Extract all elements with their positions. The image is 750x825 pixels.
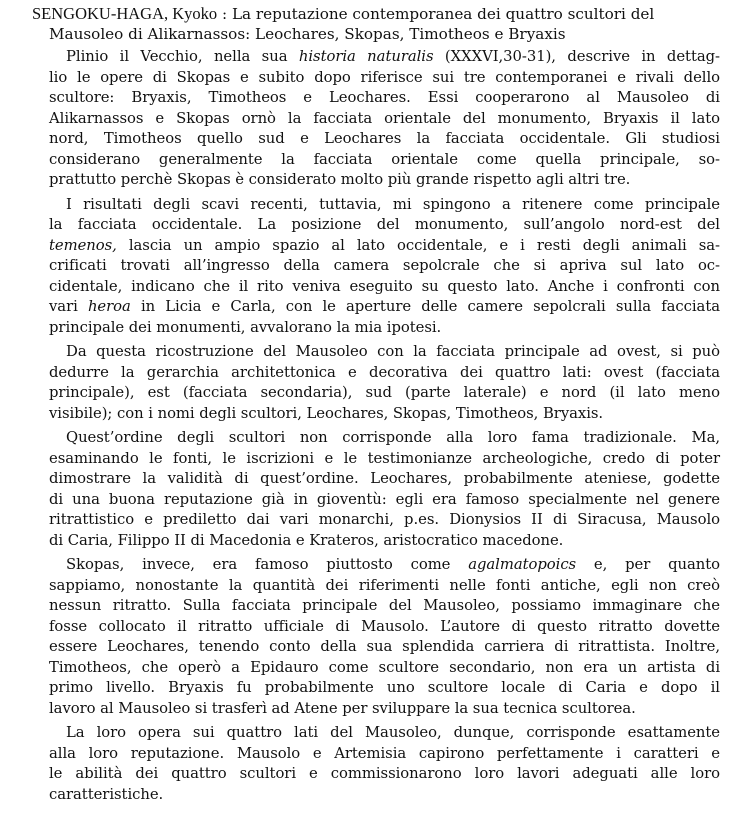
text-line bbox=[66, 47, 720, 68]
text-line bbox=[49, 88, 720, 109]
paragraph bbox=[32, 555, 720, 719]
header-line-1 bbox=[32, 4, 720, 24]
text-line bbox=[49, 699, 720, 720]
text-run: prattutto perchè Skopas è considerato molto più grande rispetto agli altri tre. bbox=[49, 171, 631, 188]
text-run: crificati trovati all’ingresso della camera sepolcrale che si apriva sul lato oc- bbox=[49, 257, 720, 274]
text-run: principale dei monumenti, avvalorano la mia ipotesi. bbox=[49, 318, 442, 336]
text-line bbox=[49, 363, 720, 384]
text-line bbox=[49, 170, 720, 191]
text-run: di Caria, Filippo II di Macedonia e Krateros, aristocratico macedone. bbox=[49, 531, 564, 549]
text-run: principale), est (facciata secondaria), sud (parte laterale) e nord (il lato meno bbox=[49, 384, 720, 401]
article-title-part-2: Mausoleo di Alikarnassos: Leochares, Skopas, Timotheos e Bryaxis bbox=[49, 25, 566, 43]
text-run: nessun ritratto. Sulla facciata principale del Mausoleo, possiamo immaginare che bbox=[49, 597, 720, 614]
text-run: lascia un ampio spazio al lato occidentale, e i resti degli animali sa- bbox=[116, 236, 720, 254]
italic-term: heroa bbox=[87, 298, 131, 315]
article-title-part-1: La reputazione contemporanea dei quattro scultori del bbox=[231, 5, 655, 23]
text-line bbox=[66, 195, 720, 216]
text-run: essere Leochares, tenendo conto della sua splendida carriera di ritrattista. Inoltre, bbox=[49, 638, 720, 655]
paragraph bbox=[32, 47, 720, 191]
paragraph bbox=[32, 195, 720, 339]
text-run: primo livello. Bryaxis fu probabilmente uno scultore locale di Caria e dopo il bbox=[49, 679, 720, 696]
author-name: SENGOKU-HAGA, Kyoko bbox=[32, 4, 218, 23]
text-run: Skopas, invece, era famoso piuttosto come bbox=[66, 556, 469, 573]
text-line bbox=[49, 637, 720, 658]
text-run: I risultati degli scavi recenti, tuttavia, mi spingono a ritenere come principale bbox=[66, 195, 720, 213]
text-run: cidentale, indicano che il rito veniva eseguito su questo lato. Anche i confronti con bbox=[49, 277, 720, 295]
italic-term: temenos, bbox=[49, 236, 117, 254]
text-run: lavoro al Mausoleo si trasferì ad Atene per sviluppare la sua tecnica scultorea. bbox=[49, 699, 636, 717]
text-run: dimostrare la validità di quest’ordine. Leochares, probabilmente ateniese, godette bbox=[49, 470, 720, 487]
text-line bbox=[49, 68, 720, 89]
text-run: di una buona reputazione già in gioventù: egli era famoso specialmente nel genere bbox=[49, 490, 720, 508]
text-run: dedurre la gerarchia architettonica e decorativa dei quattro lati: ovest (facciata bbox=[49, 363, 720, 381]
text-line bbox=[66, 723, 720, 744]
text-line bbox=[49, 256, 720, 277]
text-line bbox=[49, 215, 720, 236]
header-separator: : bbox=[217, 5, 232, 23]
text-line bbox=[49, 469, 720, 490]
text-run: caratteristiche. bbox=[49, 785, 164, 803]
italic-term: historia naturalis bbox=[298, 48, 434, 65]
text-run: vari bbox=[49, 298, 88, 315]
text-run: (XXXVI,30-31), descrive in dettag- bbox=[433, 48, 720, 65]
text-run: la facciata occidentale. La posizione del monumento, sull’angolo nord-est del bbox=[49, 216, 720, 233]
text-line bbox=[49, 785, 720, 806]
text-run: sappiamo, nonostante la quantità dei riferimenti nelle fonti antiche, egli non creò bbox=[49, 576, 720, 594]
text-run: in Licia e Carla, con le aperture delle camere sepolcrali sulla facciata bbox=[130, 298, 720, 315]
text-line bbox=[49, 531, 720, 552]
paragraph bbox=[32, 428, 720, 551]
text-line bbox=[49, 318, 720, 339]
italic-term: agalmatopoics bbox=[468, 556, 577, 573]
text-run: La loro opera sui quattro lati del Mausoleo, dunque, corrisponde esattamente bbox=[66, 724, 720, 741]
text-line bbox=[66, 555, 720, 576]
text-line bbox=[49, 404, 720, 425]
text-line bbox=[49, 744, 720, 765]
text-line bbox=[49, 490, 720, 511]
text-run: ritrattistico e prediletto dai vari monarchi, p.es. Dionysios II di Siracusa, Mausolo bbox=[49, 511, 720, 528]
text-run: Quest’ordine degli scultori non corrisponde alla loro fama tradizionale. Ma, bbox=[66, 429, 720, 446]
text-run: visibile); con i nomi degli scultori, Leochares, Skopas, Timotheos, Bryaxis. bbox=[49, 404, 604, 422]
paragraph bbox=[32, 342, 720, 424]
text-run: Alikarnassos e Skopas ornò la facciata orientale del monumento, Bryaxis il lato bbox=[49, 109, 720, 127]
text-line bbox=[49, 449, 720, 470]
text-run: nord, Timotheos quello sud e Leochares la facciata occidentale. Gli studiosi bbox=[49, 130, 720, 147]
text-line bbox=[49, 576, 720, 597]
text-line bbox=[49, 277, 720, 298]
text-run: Plinio il Vecchio, nella sua bbox=[66, 48, 299, 65]
text-run: alla loro reputazione. Mausolo e Artemisia capirono perfettamente i caratteri e bbox=[49, 744, 720, 762]
text-line bbox=[49, 109, 720, 130]
article-body bbox=[32, 47, 720, 805]
text-line bbox=[49, 383, 720, 404]
text-line bbox=[49, 150, 720, 171]
text-run: Da questa ricostruzione del Mausoleo con la facciata principale ad ovest, si può bbox=[66, 343, 720, 360]
text-line bbox=[49, 297, 720, 318]
text-line bbox=[49, 678, 720, 699]
article-header bbox=[32, 4, 720, 44]
text-line bbox=[49, 129, 720, 150]
text-line bbox=[49, 658, 720, 679]
text-line bbox=[49, 764, 720, 785]
text-run: scultore: Bryaxis, Timotheos e Leochares. Essi cooperarono al Mausoleo di bbox=[49, 89, 720, 106]
text-run: considerano generalmente la facciata orientale come quella principale, so- bbox=[49, 150, 720, 168]
text-run: lio le opere di Skopas e subito dopo riferisce sui tre contemporanei e rivali dello bbox=[49, 68, 720, 86]
paragraph bbox=[32, 723, 720, 805]
text-run: le abilità dei quattro scultori e commissionarono loro lavori adeguati alle loro bbox=[49, 765, 720, 782]
text-line bbox=[49, 510, 720, 531]
text-run: Timotheos, che operò a Epidauro come scultore secondario, non era un artista di bbox=[49, 658, 720, 676]
text-line bbox=[49, 236, 720, 257]
text-line bbox=[66, 428, 720, 449]
document-page bbox=[32, 4, 720, 809]
text-line bbox=[49, 596, 720, 617]
text-run: esaminando le fonti, le iscrizioni e le testimonianze archeologiche, credo di poter bbox=[49, 449, 720, 467]
text-run: fosse collocato il ritratto ufficiale di Mausolo. L’autore di questo ritratto dovette bbox=[49, 617, 720, 635]
text-line bbox=[49, 617, 720, 638]
text-line bbox=[66, 342, 720, 363]
text-run: e, per quanto bbox=[576, 556, 720, 573]
header-line-2 bbox=[49, 24, 720, 44]
